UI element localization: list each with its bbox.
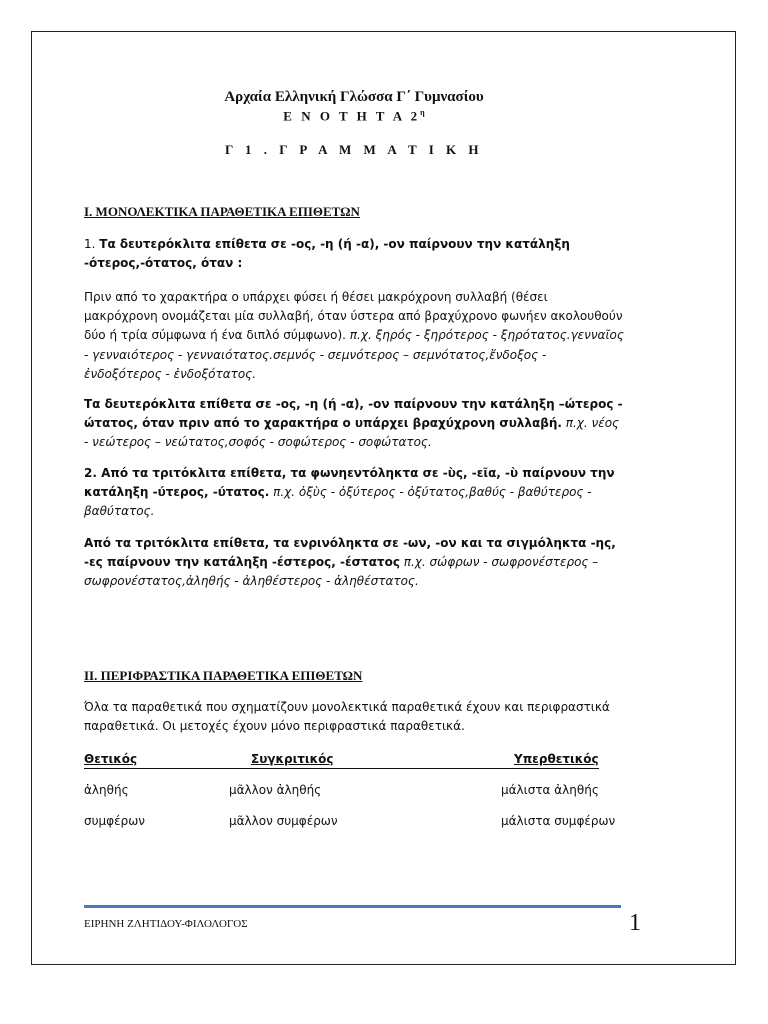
paragraph-2-examples: π.χ. ξηρός - ξηρότερος - ξηρότατος.γενναῖος - γενναιότερος - γενναιότατος.σεμνός - σεμνότερος – σεμνότατος,ἔνδοξος - ἐνδοξότερος - ἐνδοξότατος.	[84, 328, 624, 381]
section1-heading: Ι. ΜΟΝΟΛΕΚΤΙΚΑ ΠΑΡΑΘΕΤΙΚΑ ΕΠΙΘΕΤΩΝ	[84, 204, 360, 219]
unit-label	[84, 108, 624, 124]
paragraph-1-number: 1.	[84, 237, 100, 251]
table-row	[84, 783, 624, 801]
header-comparative: Συγκριτικός	[251, 752, 334, 766]
cell-positive: συμφέρων	[84, 814, 145, 828]
section2-intro: Όλα τα παραθετικά που σχηματίζουν μονολεκτικά παραθετικά έχουν και περιφραστικά παραθετικά. Οι μετοχές έχουν μόνο περιφραστικά παραθετικά.	[84, 700, 610, 734]
paragraph-5	[84, 534, 624, 592]
paragraph-4-examples: π.χ. ὀξὺς - ὀξύτερος - ὀξύτατος,βαθύς - βαθύτερος - βαθύτατος.	[84, 485, 592, 519]
paragraph-3-bold: Τα δευτερόκλιτα επίθετα σε -ος, -η (ή -α), -ον παίρνουν την κατάληξη –ώτερος - ώτατος, όταν πριν από το χαρακτήρα ο υπάρχει βραχύχρονη συλλαβή.	[84, 397, 623, 431]
cell-superlative: μάλιστα ἀληθής	[501, 783, 599, 797]
paragraph-1-bold: Τα δευτερόκλιτα επίθετα σε -ος, -η (ή -α), -ον παίρνουν την κατάληξη -ότερος,-ότατος, όταν :	[84, 237, 570, 271]
paragraph-3	[84, 395, 624, 453]
table-header-row	[84, 752, 624, 770]
paragraph-2-text: Πριν από το χαρακτήρα ο υπάρχει φύσει ή θέσει μακρόχρονη συλλαβή (θέσει μακρόχρονη ονομάζεται μία συλλαβή, όταν ύστερα από βραχύχρονο φωνήεν ακολουθούν δύο ή τρία σύμφωνα ή ένα διπλό σύμφωνο).	[84, 290, 623, 343]
unit-superscript: η	[420, 108, 425, 117]
header-underline	[84, 768, 599, 769]
cell-comparative: μᾶλλον ἀληθής	[229, 783, 322, 797]
footer-divider	[84, 905, 621, 908]
document-title: Αρχαία Ελληνική Γλώσσα Γ΄ Γυμνασίου	[224, 89, 484, 105]
paragraph-5-bold: Από τα τριτόκλιτα επίθετα, τα ενρινόληκτα σε -ων, -ον και τα σιγμόληκτα -ης, -ες παίρνουν την κατάληξη -έστερος, -έστατος	[84, 536, 616, 570]
paragraph-4-bold: 2. Από τα τριτόκλιτα επίθετα, τα φωνηεντόληκτα σε -ὺς, -εῖα, -ὺ παίρνουν την κατάληξη -ύτερος, -ύτατος.	[84, 466, 615, 500]
cell-comparative: μᾶλλον συμφέρων	[229, 814, 338, 828]
page-number: 1	[629, 910, 641, 936]
unit-text: Ε Ν Ο Τ Η Τ Α 2	[283, 108, 421, 124]
cell-superlative: μάλιστα συμφέρων	[501, 814, 616, 828]
table-row	[84, 814, 624, 832]
paragraph-5-examples: π.χ. σώφρων - σωφρονέστερος – σωφρονέστατος,ἀληθής - ἀληθέστερος - ἀληθέστατος.	[84, 555, 599, 589]
paragraph-2	[84, 288, 624, 384]
header-positive: Θετικός	[84, 752, 138, 766]
section2-heading: ΙΙ. ΠΕΡΙΦΡΑΣΤΙΚΑ ΠΑΡΑΘΕΤΙΚΑ ΕΠΙΘΕΤΩΝ	[84, 668, 363, 683]
footer-author: ΕΙΡΗΝΗ ΖΛΗΤΙΔΟΥ-ΦΙΛΟΛΟΓΟΣ	[84, 918, 248, 930]
paragraph-4	[84, 464, 624, 522]
header-superlative: Υπερθετικός	[514, 752, 599, 766]
section-title: Γ 1 . Γ Ρ Α Μ Μ Α Τ Ι Κ Η	[225, 142, 483, 157]
paragraph-1	[84, 235, 624, 273]
cell-positive: ἀληθής	[84, 783, 129, 797]
paragraph-3-examples: π.χ. νέος - νεώτερος – νεώτατος,σοφός - σοφώτερος - σοφώτατος.	[84, 416, 620, 450]
